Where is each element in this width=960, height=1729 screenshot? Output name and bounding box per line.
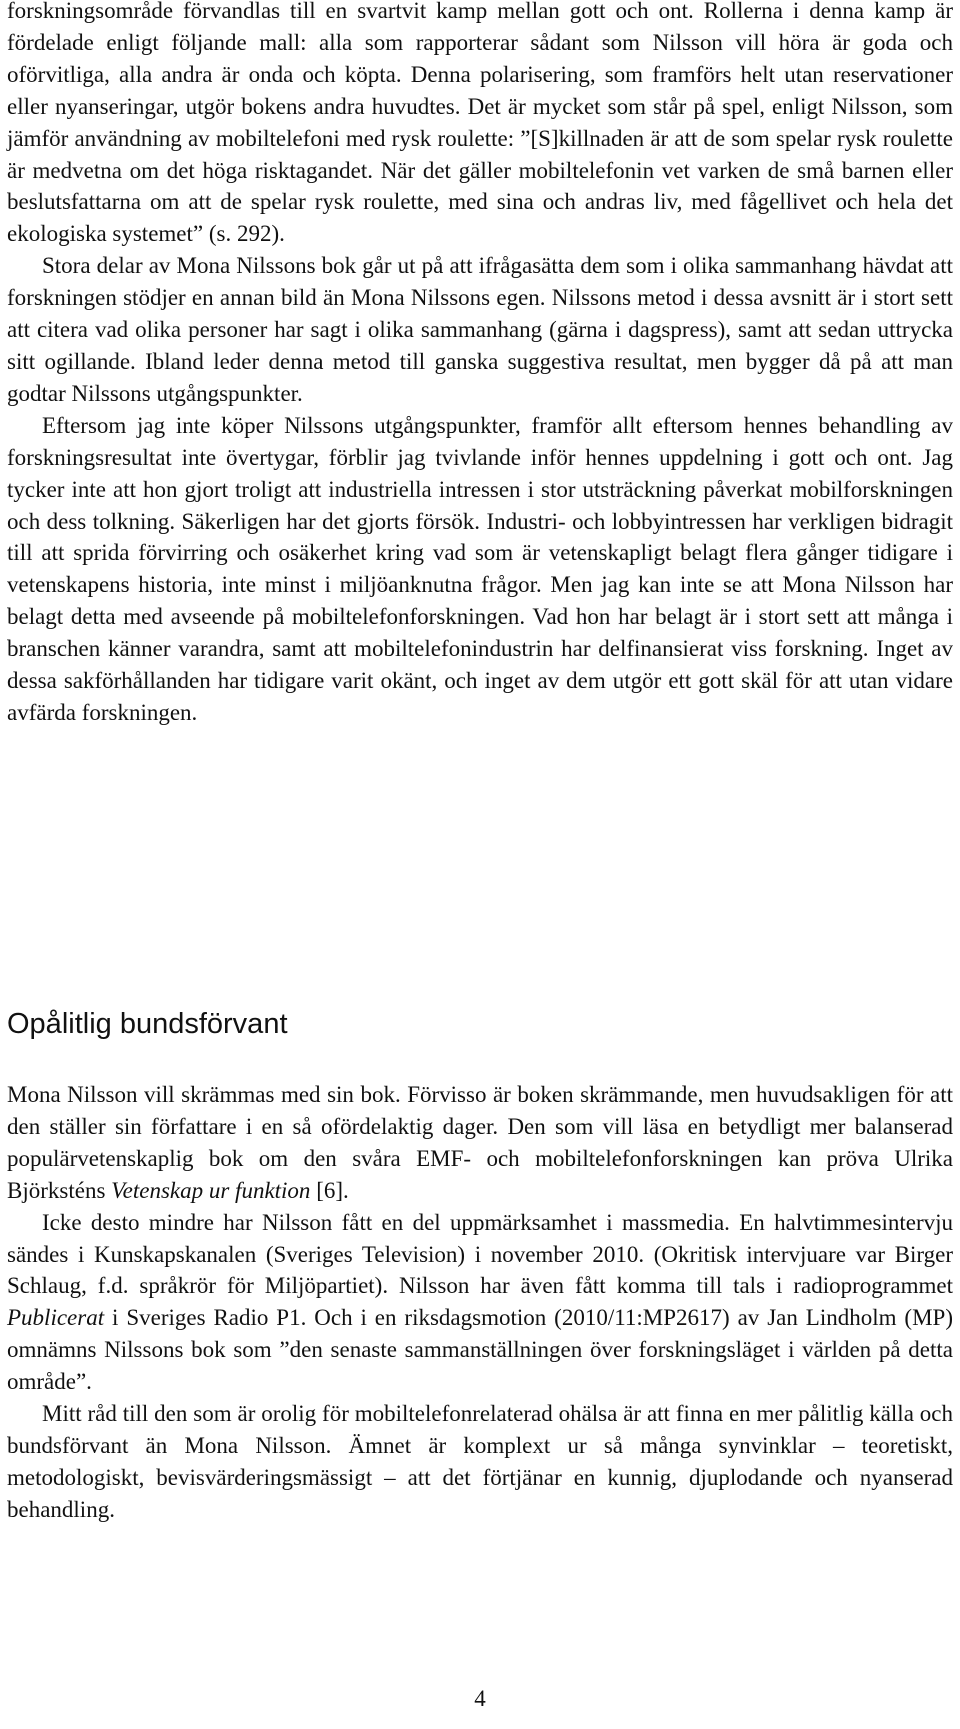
radio-program-title: Publicerat — [7, 1305, 105, 1331]
paragraph-scare-book-text: Mona Nilsson vill skrämmas med sin bok. Förvisso är boken skrämmande, men huvudsakligen för att den ställer sin författare i en så ofördelaktig dager. Den som vill läsa en betydligt mer balanserad populärvetenskaplig bok om den svåra EMF- och mobiltelefonforskningen kan pröva Ulrika Björksténs — [7, 1082, 953, 1203]
page-number: 4 — [474, 1686, 486, 1711]
section-heading: Opålitlig bundsförvant — [7, 1008, 288, 1040]
body-text-before-heading — [7, 0, 953, 729]
reference-marker: [6]. — [310, 1177, 349, 1203]
paragraph-scare-book — [7, 1079, 953, 1207]
paragraph-media-attention-end: i Sveriges Radio P1. Och i en riksdagsmotion (2010/11:MP2617) av Jan Lindholm (MP) omnämns Nilssons bok som ”den senaste sammanställningen över forskningsläget i världen på detta område”. — [7, 1305, 953, 1395]
book-title: Vetenskap ur funktion — [111, 1177, 311, 1203]
paragraph-good-and-evil: Eftersom jag inte köper Nilssons utgångspunkter, framför allt eftersom hennes behandling av forskningsresultat inte övertygar, förblir jag tvivlande inför hennes uppdelning i gott och ont. Jag tycker inte att hon gjort troligt att industriella intressen i stor utsträckning påverkat mobilforskningen och dess tolkning. Säkerligen har det gjorts försök. Industri- och lobbyintressen har verkligen bidragit till att sprida förvirring och osäkerhet kring vad som är vetenskapligt belagt flera gånger tidigare i vetenskapens historia, inte minst i miljöanknutna frågor. Men jag kan inte se att Mona Nilsson har belagt detta med avseende på mobiltelefonforskningen. Vad hon har belagt är i stort sett att många i branschen känner varandra, samt att mobiltelefonindustrin har delfinansierat viss forskning. Inget av dessa sakförhållanden har tidigare varit okänt, och inget av dem utgör ett gott skäl för att utan vidare avfärda forskningen. — [7, 412, 953, 725]
paragraph-polarisation: forskningsområde förvandlas till en svartvit kamp mellan gott och ont. Rollerna i denna kamp är fördelade enligt följande mall: alla som rapporterar sådant som Nilsson vill höra är goda och oförvitliga, alla andra är onda och köpta. Denna polarisering, som framförs helt utan reservationer eller nyanseringar, utgör bokens andra huvudtes. Det är mycket som står på spel, enligt Nilsson, som jämför användning av mobiltelefoni med rysk roulette: ”[S]killnaden är att de som spelar rysk roulette är medvetna om det höga risktagandet. När det gäller mobiltelefonin vet varken de små barnen eller beslutsfattarna om att de spelar rysk roulette, med sina och andras liv, med fågellivet och hela det ekologiska systemet” (s. 292). — [7, 0, 953, 247]
paragraph-questioning-method: Stora delar av Mona Nilssons bok går ut på att ifrågasätta dem som i olika sammanhang hävdat att forskningen stödjer en annan bild än Mona Nilssons egen. Nilssons metod i dessa avsnitt är i stort sett att citera vad olika personer har sagt i olika sammanhang (gärna i dagspress), samt att sedan uttrycka sitt ogillande. Ibland leder denna metod till ganska suggestiva resultat, men bygger då på att man godtar Nilssons utgångspunkter. — [7, 253, 953, 406]
paragraph-media-attention-start: Icke desto mindre har Nilsson fått en del uppmärksamhet i massmedia. En halvtimmesintervju sändes i Kunskapskanalen (Sveriges Television) i november 2010. (Okritisk intervjuare var Birger Schlaug, f.d. språkrör för Miljöpartiet). Nilsson har även fått komma till tals i radioprogrammet — [7, 1209, 953, 1299]
body-text-after-heading — [7, 1079, 953, 1526]
paragraph-advice: Mitt råd till den som är orolig för mobiltelefonrelaterad ohälsa är att finna en mer pålitlig källa och bundsförvant än Mona Nilsson. Ämnet är komplext ur så många synvinklar – teoretiskt, metodologiskt, bevisvärderingsmässigt – att det förtjänar en kunnig, djuplodande och nyanserad behandling. — [7, 1401, 953, 1522]
paragraph-media-attention — [7, 1207, 953, 1398]
